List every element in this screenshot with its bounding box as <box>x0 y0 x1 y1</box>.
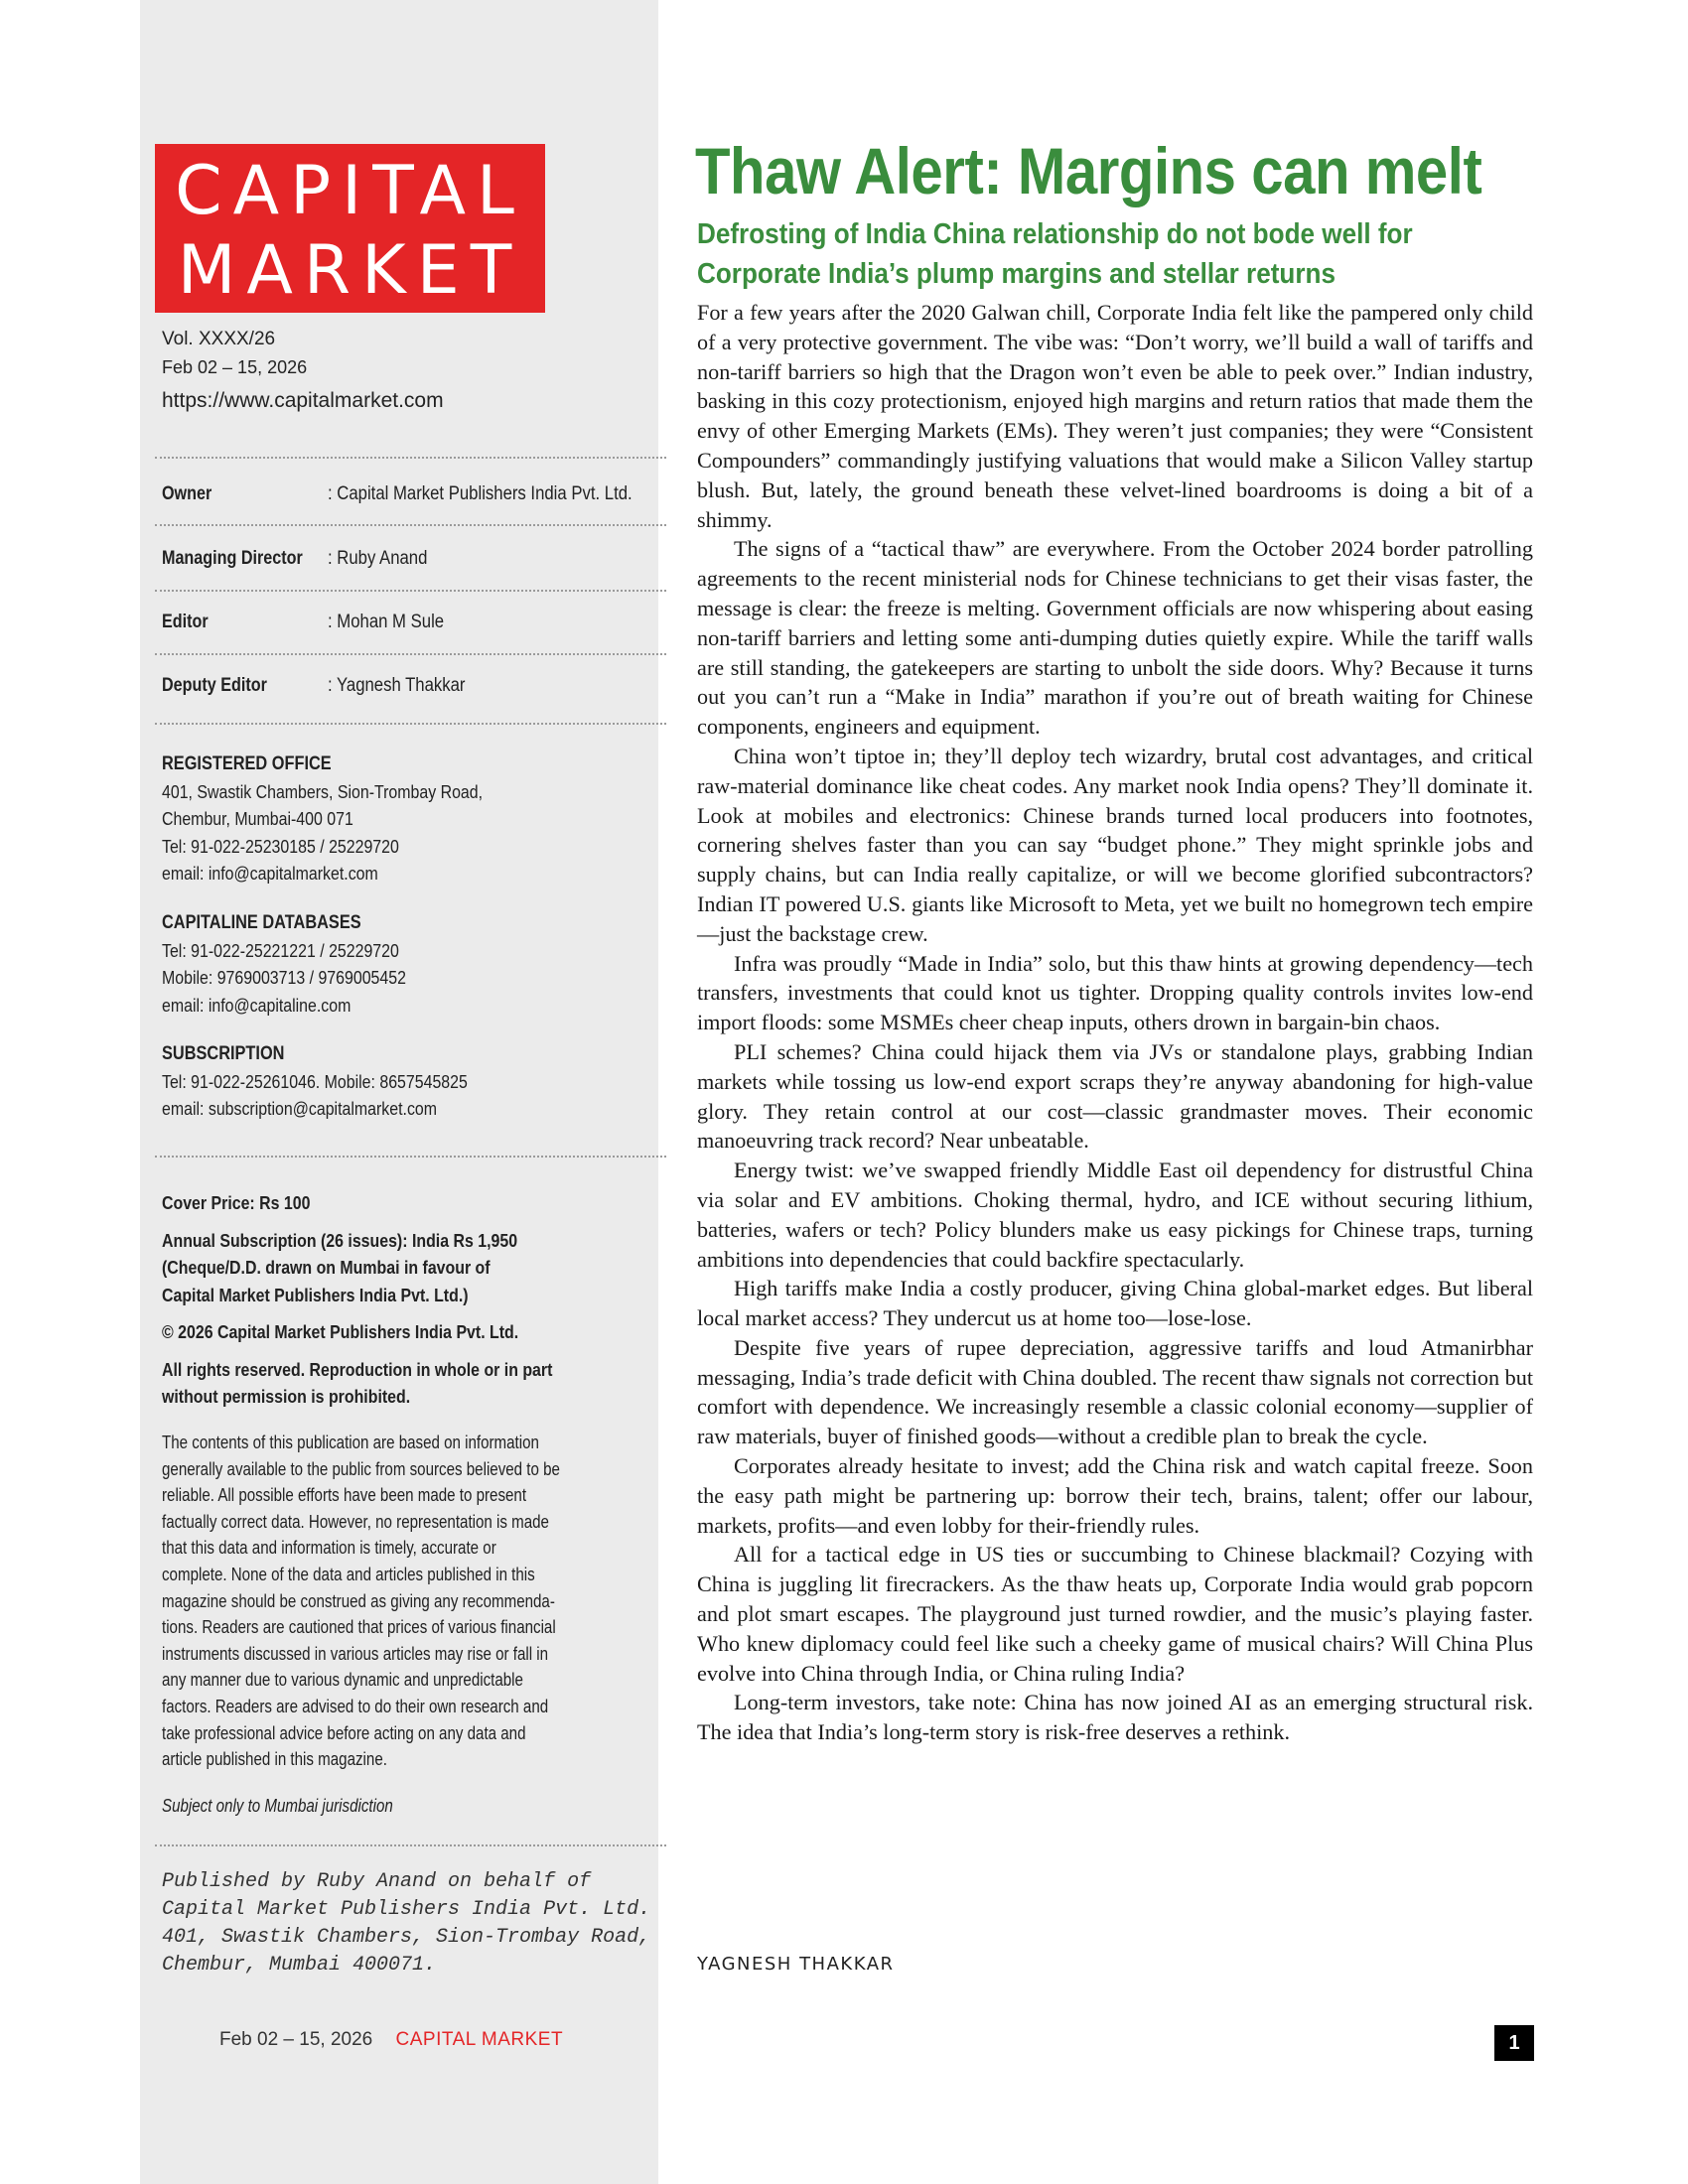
logo-line-1: CAPITAL <box>175 152 525 230</box>
article-headline: Thaw Alert: Margins can melt <box>695 134 1482 207</box>
registered-office-line: Chembur, Mumbai-400 071 <box>162 808 353 829</box>
disclaimer <box>162 1430 629 1819</box>
disclaimer-line: complete. None of the data and articles published in this <box>162 1564 535 1584</box>
article-subhead <box>697 214 1413 294</box>
divider <box>155 457 666 459</box>
registered-office-line: Tel: 91-022-25230185 / 25229720 <box>162 835 399 857</box>
cover-price: Cover Price: Rs 100 <box>162 1192 311 1213</box>
disclaimer-line: any manner due to various dynamic and unpredictable <box>162 1670 523 1691</box>
publisher-line: Chembur, Mumbai 400071. <box>162 1954 437 1977</box>
subscription-email[interactable]: email: subscription@capitalmarket.com <box>162 1098 438 1119</box>
divider <box>155 524 666 526</box>
publisher-line: Published by Ruby Anand on behalf of <box>162 1870 592 1893</box>
jurisdiction-note: Subject only to Mumbai jurisdiction <box>162 1795 393 1816</box>
disclaimer-line: reliable. All possible efforts have been made to present <box>162 1485 527 1506</box>
copyright-notice: © 2026 Capital Market Publishers India Pvt. Ltd. <box>162 1321 519 1342</box>
issue-date: Feb 02 – 15, 2026 <box>162 357 308 377</box>
divider <box>155 590 666 592</box>
subhead-line: Defrosting of India China relationship do not bode well for <box>697 218 1413 250</box>
rights-notice-line: without permission is prohibited. <box>162 1386 411 1407</box>
article-paragraph: Corporates already hesitate to invest; add the China risk and watch capital freeze. Soon the easy path might be partnering up: borrow their tech, brains, talent; offer our labour, markets, profits—and even lobby for their-friendly rules. <box>697 1453 1533 1538</box>
article-paragraph: Energy twist: we’ve swapped friendly Middle East oil dependency for distrustful China via solar and EV ambitions. Choking thermal, hydro, and ICE without securing lithium, batteries, wafers or tech? Policy blunders make us easy pickings for Chinese traps, turning ambitions into dependencies that could backfire spectacularly. <box>697 1158 1533 1272</box>
article-paragraph: Despite five years of rupee depreciation, aggressive tariffs and loud Atmanirbhar messaging, India’s trade deficit with China doubled. The recent thaw signals not correction but comfort with dependence. We increasingly resemble a classic colonial economy—supplier of raw materials, buyer of finished goods—without a credible plan to break the cycle. <box>697 1334 1533 1449</box>
capitaline-block <box>162 909 406 1019</box>
disclaimer-line: take professional advice before acting on any data and <box>162 1722 526 1743</box>
staff-label-owner: Owner <box>162 483 212 504</box>
subhead-line: Corporate India’s plump margins and stellar returns <box>697 258 1336 290</box>
staff-value-deputy-editor: : Yagnesh Thakkar <box>328 675 466 696</box>
disclaimer-line: generally available to the public from sources believed to be <box>162 1458 560 1479</box>
article-paragraph: The signs of a “tactical thaw” are everywhere. From the October 2024 border patrolling agreements to the recent ministerial nods for Chinese technicians to get their visas faster, the message is clear: the freeze is melting. Government officials are now whispering about easing non-tariff barriers and letting some anti-dumping duties quietly expire. While the tariff walls are still standing, the gatekeepers are starting to unbolt the side doors. Why? Because it turns out you can’t run a “Make in India” marathon if you’re out of breath waiting for Chinese components, engineers and equipment. <box>697 536 1533 740</box>
article-paragraph: For a few years after the 2020 Galwan chill, Corporate India felt like the pampered only child of a very protective government. The vibe was: “Don’t worry, we’ll build a wall of tariffs and non-tariff barriers so high that the Dragon won’t even be able to peek over.” Indian industry, basking in this cozy protectionism, enjoyed high margins and return ratios that made them the envy of other Emerging Markets (EMs). They weren’t just companies; they were “Consistent Compounders” commandingly justifying valuations that would make a Silicon Valley startup blush. But, lately, the ground beneath these velvet-lined boardrooms is doing a bit of a shimmy. <box>697 300 1533 532</box>
publisher-line: Capital Market Publishers India Pvt. Ltd. <box>162 1898 651 1921</box>
divider <box>155 653 666 655</box>
article-paragraph: China won’t tiptoe in; they’ll deploy tech wizardry, brutal cost advantages, and critical raw-material dominance like cheat codes. Any market nook India opens? They’ll dominate it. Look at mobiles and electronics: Chinese brands turned local producers into footnotes, cornering shelves faster than you can say “budget phone.” They might sprinkle jobs and supply chains, but can India really capitalize, or will we become glorified subcontractors? Indian IT powered U.S. giants like Microsoft to Meta, yet we built no homegrown tech empire—just the backstage crew. <box>697 743 1533 946</box>
subscription-block <box>162 1040 468 1123</box>
disclaimer-line: The contents of this publication are based on information <box>162 1433 539 1452</box>
registered-office-heading: REGISTERED OFFICE <box>162 753 332 774</box>
subscription-line: Tel: 91-022-25261046. Mobile: 8657545825 <box>162 1070 468 1092</box>
staff-label-editor: Editor <box>162 612 209 632</box>
capitaline-line: Mobile: 9769003713 / 9769005452 <box>162 967 406 988</box>
divider <box>155 723 666 725</box>
annual-subscription-line: (Cheque/D.D. drawn on Mumbai in favour of <box>162 1257 491 1278</box>
issue-volume: Vol. XXXX/26 <box>162 329 276 349</box>
article-paragraph: Infra was proudly “Made in India” solo, but this thaw hints at growing dependency—tech transfers, investments that could knot us tighter. Dropping quality controls invites low-end import floods: some MSMEs cheer cheap inputs, others drown in bargain-bin chaos. <box>697 950 1533 1035</box>
staff-value-managing-director: : Ruby Anand <box>328 548 428 569</box>
article-paragraph: Long-term investors, take note: China has now joined AI as an emerging structural risk. The idea that India’s long-term story is risk-free deserves a rethink. <box>697 1690 1533 1745</box>
footer-date: Feb 02 – 15, 2026 <box>219 2029 373 2050</box>
article-paragraph: High tariffs make India a costly producer, giving China global-market edges. But liberal local market access? They undercut us at home too—lose-lose. <box>697 1276 1533 1331</box>
registered-office-line: 401, Swastik Chambers, Sion-Trombay Road, <box>162 780 484 802</box>
article-paragraph: PLI schemes? China could hijack them via JVs or standalone plays, grabbing Indian markets while tossing us low-end export scraps they’re anyway abandoning for high-value glory. They retain control at our cost—classic grandmaster moves. Their economic manoeuvring track record? Near unbeatable. <box>697 1038 1533 1154</box>
staff-value-editor: : Mohan M Sule <box>328 612 445 632</box>
disclaimer-line: factors. Readers are advised to do their own research and <box>162 1696 549 1716</box>
divider <box>155 1844 666 1846</box>
publisher-statement <box>162 1868 650 1979</box>
subscription-heading: SUBSCRIPTION <box>162 1043 285 1064</box>
registered-office-email[interactable]: email: info@capitalmarket.com <box>162 863 378 884</box>
page-number: 1 <box>1494 2025 1534 2061</box>
publisher-line: 401, Swastik Chambers, Sion-Trombay Road, <box>162 1926 651 1949</box>
staff-value-owner: : Capital Market Publishers India Pvt. Ltd. <box>328 483 633 504</box>
capitaline-email[interactable]: email: info@capitaline.com <box>162 994 352 1016</box>
annual-subscription: Annual Subscription (26 issues): India Rs 1,950 <box>162 1229 518 1251</box>
website-link[interactable]: https://www.capitalmarket.com <box>162 389 444 412</box>
capitaline-heading: CAPITALINE DATABASES <box>162 912 361 933</box>
disclaimer-line: that this data and information is timely, accurate or <box>162 1538 496 1559</box>
disclaimer-line: magazine should be construed as giving any recommenda- <box>162 1590 555 1611</box>
article-paragraph: All for a tactical edge in US ties or succumbing to Chinese blackmail? Cozying with China is juggling lit firecrackers. As the thaw heats up, Corporate India would grab popcorn and plot smart escapes. The playground just turned rowdier, and the music’s playing faster. Who knew diplomacy could feel like such a cheeky game of musical chairs? Will China Plus evolve into China through India, or China ruling India? <box>697 1542 1533 1686</box>
article-byline: YAGNESH THAKKAR <box>697 1954 895 1975</box>
staff-label-managing-director: Managing Director <box>162 548 303 569</box>
logo-line-2: MARKET <box>177 231 523 310</box>
pricing-block <box>162 1189 552 1411</box>
disclaimer-line: factually correct data. However, no representation is made <box>162 1511 549 1532</box>
disclaimer-line: instruments discussed in various articles may rise or fall in <box>162 1643 549 1664</box>
divider <box>155 1156 666 1158</box>
footer-brand: CAPITAL MARKET <box>395 2029 564 2050</box>
registered-office-block <box>162 751 483 887</box>
capital-market-logo <box>155 144 545 313</box>
capitaline-line: Tel: 91-022-25221221 / 25229720 <box>162 939 399 961</box>
staff-label-deputy-editor: Deputy Editor <box>162 675 267 696</box>
footer-folio <box>219 2029 563 2051</box>
article-body <box>697 298 1533 1747</box>
rights-notice: All rights reserved. Reproduction in whole or in part <box>162 1358 553 1380</box>
annual-subscription-line: Capital Market Publishers India Pvt. Ltd.) <box>162 1284 469 1305</box>
disclaimer-line: tions. Readers are cautioned that prices of various financial <box>162 1617 556 1638</box>
disclaimer-line: article published in this magazine. <box>162 1749 387 1770</box>
